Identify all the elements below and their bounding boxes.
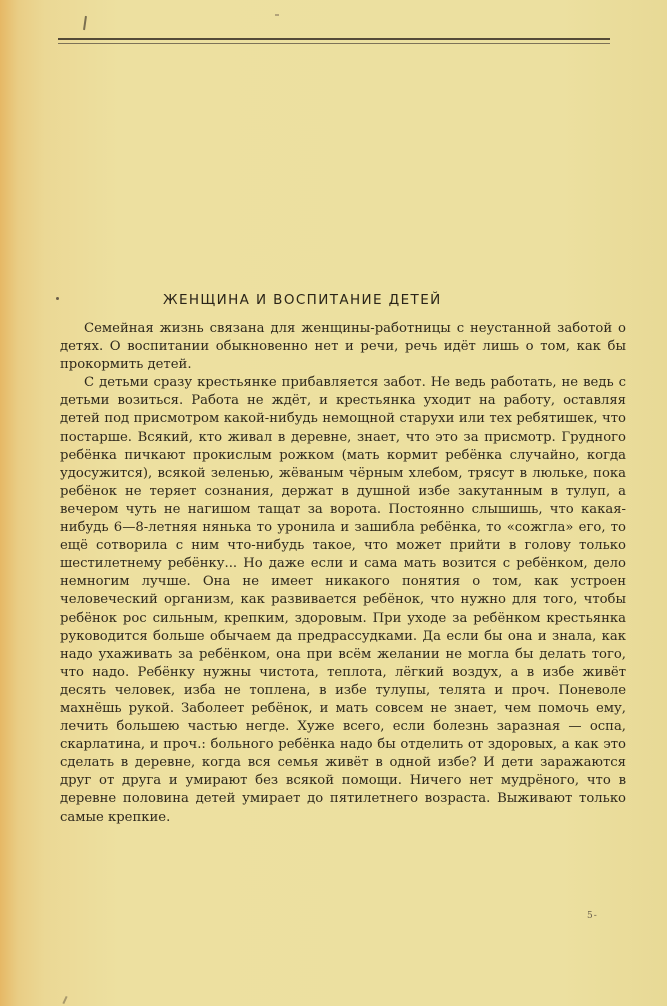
chapter-title: ЖЕНЩИНА И ВОСПИТАНИЕ ДЕТЕЙ xyxy=(163,292,442,308)
body-text xyxy=(60,320,626,827)
paragraph: С детьми сразу крестьянке прибавляется забот. Не ведь работать, не ведь с детьми возиться. Работа не ждёт, и крестьянка уходит на работу, оставляя детей под присмотром какой-нибудь немощной старухи или тех ребятишек, что постарше. Всякий, кто живал в деревне, знает, что это за присмотр. Грудного ребёнка пичкают прокислым рожком (мать кормит ребёнка случайно, когда удосужится), всякой зеленью, жёваным чёрным хлебом, трясут в люльке, пока ребёнок не теряет сознания, держат в душной избе закутанным в тулуп, а вечером чуть не нагишом тащат за ворота. Постоянно слышишь, что какая-нибудь 6—8-летняя нянька то уронила и зашибла ребёнка, то «сожгла» его, то ещё сотворила с ним что-нибудь такое, что может прийти в голову только шестилетнему ребёнку... Но даже если и сама мать возится с ребёнком, дело немногим лучше. Она не имеет никакого понятия о том, как устроен человеческий организм, как развивается ребёнок, что нужно для того, чтобы ребёнок рос сильным, крепким, здоровым. При уходе за ребёнком крестьянка руководится больше обычаем да предрассудками. Да если бы она и знала, как надо ухаживать за ребёнком, она при всём желании не могла бы делать того, что надо. Ребёнку нужны чистота, теплота, лёгкий воздух, а в избе живёт десять человек, изба не топлена, в избе тулупы, телята и проч. Поневоле махнёшь рукой. Заболеет ребёнок, и мать совсем не знает, чем помочь ему, лечить большею частью негде. Хуже всего, если болезнь заразная — оспа, скарлатина, и проч.: больного ребёнка надо бы отделить от здоровых, а как это сделать в деревне, когда вся семья живёт в одной избе? И дети заражаются друг от друга и умирают без всякой помощи. Ничего нет мудрёного, что в деревне половина детей умирает до пятилетнего возраста. Выживают только самые крепкие. xyxy=(60,375,626,825)
margin-speck xyxy=(56,297,59,300)
page-number: 5- xyxy=(587,911,598,921)
pen-mark xyxy=(83,16,87,30)
speck-mark xyxy=(275,14,279,16)
corner-mark xyxy=(62,996,67,1004)
header-rule xyxy=(58,38,610,44)
paragraph: Семейная жизнь связана для женщины-работницы с неустанной заботой о детях. О воспитании обыкновенно нет и речи, речь идёт лишь о том, как бы прокормить детей. xyxy=(60,321,626,373)
